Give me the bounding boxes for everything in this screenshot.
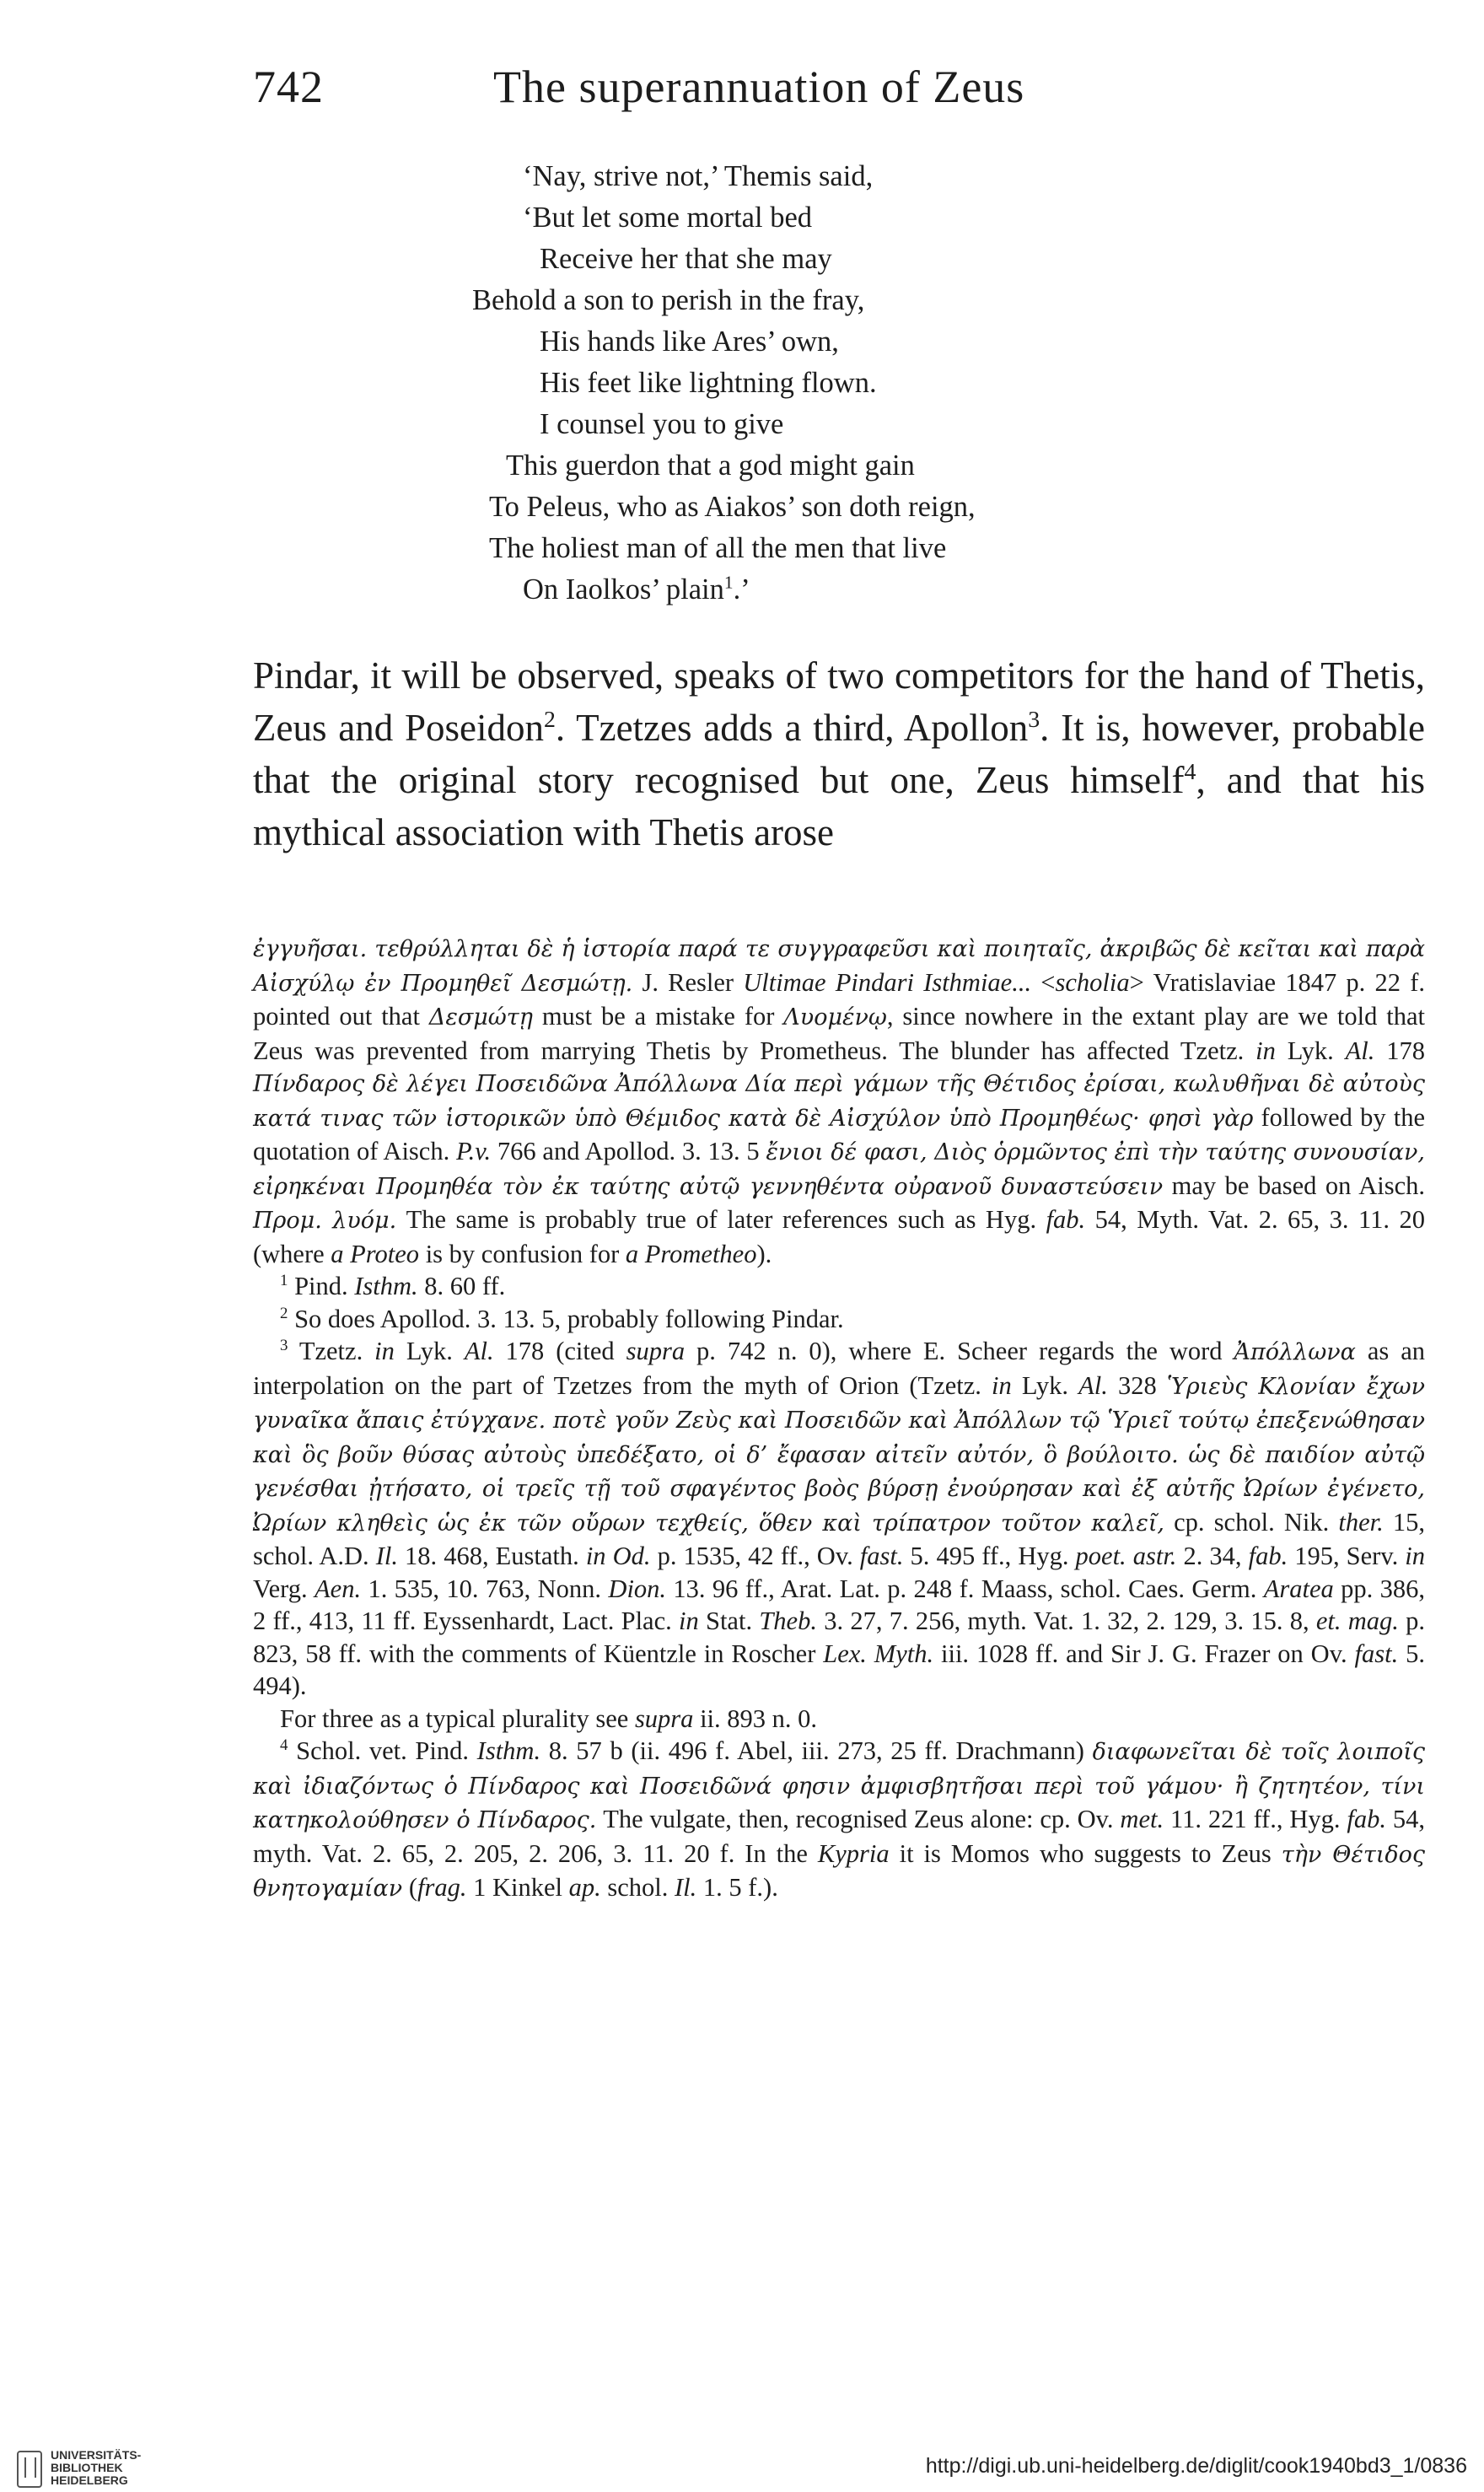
footnote-3 bbox=[253, 1335, 1425, 1703]
note-italic: Aratea bbox=[1263, 1574, 1334, 1603]
note-text: 18. 468, Eustath. bbox=[398, 1542, 586, 1570]
footnote-number: 2 bbox=[280, 1304, 288, 1322]
body-text: Pindar, it will be observed, speaks of two competitors for the hand of Thetis, Zeus and Poseidon bbox=[253, 654, 1425, 749]
source-url-link[interactable]: http://digi.ub.uni-heidelberg.de/diglit/cook1940bd3_1/0836 bbox=[925, 2454, 1467, 2478]
note-italic: supra bbox=[626, 1337, 686, 1365]
note-text: 54, Myth. Vat. 2. 65, 3. 11. 20 (where bbox=[253, 1205, 1425, 1268]
note-text: p. 742 n. 0), where E. Scheer regards the word bbox=[685, 1337, 1234, 1365]
greek-text: Προμ. λυόμ. bbox=[253, 1208, 397, 1234]
note-text: 178 (cited bbox=[493, 1337, 626, 1365]
note-text: 54, myth. Vat. 2. 65, 2. 205, 2. 206, 3. 11. 20 f. In the bbox=[253, 1805, 1425, 1868]
note-text: J. Resler bbox=[632, 967, 744, 997]
note-italic: in Od. bbox=[585, 1542, 651, 1570]
footnote-number: 1 bbox=[280, 1271, 288, 1289]
note-italic: Isthm. bbox=[354, 1272, 418, 1300]
note-text: must be a mistake for bbox=[532, 1002, 784, 1031]
note-italic: fast. bbox=[1354, 1639, 1399, 1668]
poem-text: .’ bbox=[733, 573, 750, 606]
note-italic: P.v. bbox=[455, 1137, 492, 1165]
footnotes bbox=[253, 932, 1425, 1906]
note-italic: Dion. bbox=[608, 1574, 667, 1603]
note-text: 195, Serv. bbox=[1288, 1542, 1406, 1570]
note-text: 13. 96 ff., Arat. Lat. p. 248 f. Maass, schol. Caes. Germ. bbox=[666, 1574, 1264, 1603]
page-header bbox=[253, 61, 1467, 137]
note-italic: Al. bbox=[464, 1337, 494, 1365]
note-italic: supra bbox=[634, 1703, 694, 1733]
note-text: iii. 1028 ff. and Sir J. G. Frazer on Ov. bbox=[933, 1639, 1355, 1668]
footnote-2 bbox=[253, 1303, 1425, 1336]
poem-line: This guerdon that a god might gain bbox=[506, 449, 915, 482]
footnote-ref: 2 bbox=[543, 707, 556, 733]
note-text: 1. 535, 10. 763, Nonn. bbox=[361, 1574, 609, 1603]
note-italic: Il. bbox=[674, 1873, 697, 1902]
note-italic: in bbox=[374, 1337, 395, 1365]
main-text bbox=[253, 649, 1425, 858]
note-text: Lyk. bbox=[394, 1337, 465, 1365]
greek-text: Λυομένῳ bbox=[783, 1004, 887, 1031]
note-italic: fab. bbox=[1046, 1205, 1086, 1234]
note-text: Schol. vet. Pind. bbox=[288, 1736, 477, 1765]
note-text: 766 and Apollod. 3. 13. 5 bbox=[491, 1137, 766, 1165]
greek-text: Δεσμώτῃ bbox=[428, 1004, 533, 1031]
footnote-number: 3 bbox=[280, 1336, 288, 1354]
note-italic: in bbox=[1405, 1542, 1426, 1570]
note-italic: ther. bbox=[1338, 1507, 1384, 1537]
note-italic: fab. bbox=[1248, 1542, 1288, 1570]
footer bbox=[0, 2446, 1484, 2492]
note-text: 15, schol. A.D. bbox=[253, 1507, 1425, 1570]
note-italic: in bbox=[1255, 1036, 1276, 1065]
note-text: ). bbox=[756, 1239, 772, 1268]
body-text: . Tzetzes adds a third, Apollon bbox=[555, 707, 1029, 749]
poem-text: On Iaolkos’ plain bbox=[523, 573, 724, 606]
note-italic: a Prometheo bbox=[625, 1239, 757, 1268]
note-text: , since nowhere in the extant play are we told that Zeus was prevented from marrying Thetis by Prometheus. The blunder has affected Tzetz. bbox=[253, 1002, 1425, 1065]
body-text: . It is, however, probable that the original story recognised but one, Zeus himself bbox=[253, 707, 1425, 801]
note-text: 11. 221 ff., Hyg. bbox=[1164, 1805, 1347, 1833]
note-italic: Aen. bbox=[315, 1574, 362, 1603]
note-italic: Il. bbox=[375, 1542, 398, 1570]
greek-text: Ὑριεὺς Κλονίαν ἔχων γυναῖκα ἄπαις ἐτύγχανε. ποτὲ γοῦν Ζεὺς καὶ Ποσειδῶν καὶ Ἀπόλλων τῷ Ὑριεῖ τούτῳ ἐπεξενώθησαν καὶ ὃς βοῦν θύσας αὐτοὺς ὑπεδέξατο, οἱ δ’ ἔφασαν αἰτεῖν αὐτόν, ὃ βούλοιτο. ὡς δὲ παιδίον αὐτῷ γενέσθαι ᾐτήσατο, οἱ τρεῖς τῇ τοῦ σφαγέντος βοὸς βύρσῃ ἐνούρησαν καὶ ἐξ αὐτῆς Ὠρίων ἐγένετο, Ὠρίων κληθεὶς ὡς ἐκ τῶν οὔρων τεχθείς, ὅθεν καὶ τρίπατρον τοῦτον καλεῖ, bbox=[253, 1373, 1425, 1537]
library-logo[interactable] bbox=[17, 2446, 202, 2489]
note-text: 3. 27, 7. 256, myth. Vat. 1. 32, 2. 129, 3. 15. 8, bbox=[816, 1607, 1316, 1635]
note-text: followed by the quotation of Aisch. bbox=[253, 1102, 1425, 1165]
footnote-3-addendum bbox=[253, 1703, 1425, 1736]
note-text: > Vratislaviae 1847 p. 22 f. pointed out that bbox=[253, 967, 1425, 1031]
note-italic: poet. astr. bbox=[1075, 1542, 1177, 1570]
logo-line: BIBLIOTHEK bbox=[51, 2461, 123, 2474]
note-text: 5. 495 ff., Hyg. bbox=[903, 1542, 1076, 1570]
library-name bbox=[51, 2449, 141, 2487]
footnote-ref: 1 bbox=[723, 572, 734, 593]
footnote-ref: 3 bbox=[1028, 707, 1040, 733]
footnote-4 bbox=[253, 1735, 1425, 1906]
poem-line bbox=[472, 569, 1231, 611]
poem-line: Receive her that she may bbox=[540, 243, 832, 275]
note-italic: Isthm. bbox=[476, 1736, 541, 1765]
footnote-1 bbox=[253, 1270, 1425, 1303]
note-italic: in bbox=[679, 1607, 699, 1635]
logo-line: UNIVERSITÄTS- bbox=[51, 2448, 142, 2462]
university-seal-icon bbox=[17, 2451, 42, 2488]
greek-text: Πίνδαρος δὲ λέγει Ποσειδῶνα Ἀπόλλωνα Δία περὶ γάμων τῆς Θέτιδος ἐρίσαι, κωλυθῆναι δὲ αὐτοὺς κατά τινας τῶν ἱστορικῶν ὑπὸ Θέμιδος κατὰ δὲ Αἰσχύλον ὑπὸ Προμηθέως· φησὶ γὰρ bbox=[253, 1071, 1425, 1132]
note-italic: et. mag. bbox=[1315, 1607, 1399, 1635]
poem-line: To Peleus, who as Aiakos’ son doth reign, bbox=[489, 491, 976, 523]
note-text: ( bbox=[402, 1873, 417, 1902]
note-italic: in bbox=[992, 1370, 1012, 1400]
footnote-continued bbox=[253, 932, 1425, 1270]
note-text: So does Apollod. 3. 13. 5, probably following Pindar. bbox=[288, 1304, 844, 1333]
footnote-ref: 4 bbox=[1184, 759, 1196, 785]
note-italic: Kypria bbox=[817, 1838, 890, 1868]
poem-line: His feet like lightning flown. bbox=[540, 367, 877, 399]
note-text: Lyk. bbox=[1275, 1036, 1346, 1065]
poem-line: ‘Nay, strive not,’ Themis said, bbox=[523, 160, 874, 192]
note-text: 8. 57 b (ii. 496 f. Abel, iii. 273, 25 ff. Drachmann) bbox=[540, 1736, 1093, 1765]
running-title: The superannuation of Zeus bbox=[493, 62, 1025, 112]
poem-line: ‘But let some mortal bed bbox=[523, 202, 813, 234]
note-text: 1. 5 f.). bbox=[696, 1873, 778, 1902]
note-italic: Theb. bbox=[759, 1607, 817, 1635]
note-text: Verg. bbox=[253, 1574, 315, 1603]
note-text: ii. 893 n. 0. bbox=[693, 1703, 818, 1733]
greek-text: ἔνιοι δέ φασι, Διὸς ὁρμῶντος ἐπὶ τὴν ταύτης συνουσίαν, εἰρηκέναι Προμηθέα τὸν ἐκ ταύτης αὐτῷ γεννηθέντα οὐρανοῦ δυναστεύσειν bbox=[253, 1139, 1425, 1200]
note-text: The vulgate, then, recognised Zeus alone: cp. Ov. bbox=[596, 1805, 1121, 1833]
note-italic: met. bbox=[1120, 1805, 1164, 1833]
note-text: For three as a typical plurality see bbox=[280, 1703, 635, 1733]
note-text: schol. bbox=[600, 1873, 675, 1902]
note-text: 8. 60 ff. bbox=[417, 1272, 506, 1300]
note-text: as an interpolation on the part of Tzetzes from the myth of Orion (Tzetz. bbox=[253, 1337, 1425, 1400]
note-text: p. 1535, 42 ff., Ov. bbox=[650, 1542, 860, 1570]
note-italic: Ultimae Pindari Isthmiae... bbox=[743, 967, 1032, 997]
note-text: Tzetz. bbox=[288, 1337, 375, 1365]
page-number: 742 bbox=[253, 62, 324, 112]
note-text: pp. 386, 2 ff., 413, 11 ff. Eyssenhardt, Lact. Plac. bbox=[253, 1574, 1426, 1635]
note-italic: Lex. Myth. bbox=[823, 1639, 934, 1668]
note-text: 2. 34, bbox=[1176, 1542, 1249, 1570]
note-italic: fast. bbox=[859, 1542, 904, 1570]
note-text: Lyk. bbox=[1011, 1370, 1079, 1400]
note-text: 1 Kinkel bbox=[466, 1873, 569, 1902]
note-text: 178 bbox=[1374, 1036, 1425, 1065]
note-italic: ap. bbox=[568, 1873, 601, 1902]
poem-quotation bbox=[472, 156, 1231, 611]
greek-text: ἐγγυῆσαι. τεθρύλληται δὲ ἡ ἱστορία παρά τε συγγραφεῦσι καὶ ποιηταῖς, ἀκριβῶς δὲ κεῖται καὶ παρὰ Αἰσχύλῳ ἐν Προμηθεῖ Δεσμώτῃ. bbox=[253, 936, 1425, 997]
note-italic: fab. bbox=[1347, 1805, 1386, 1833]
logo-line: HEIDELBERG bbox=[51, 2473, 128, 2487]
body-text: , and that his mythical association with Thetis arose bbox=[253, 759, 1426, 853]
poem-line: The holiest man of all the men that live bbox=[489, 532, 947, 564]
note-text: Pind. bbox=[288, 1272, 355, 1300]
note-italic: Al. bbox=[1078, 1370, 1108, 1400]
note-text: it is Momos who suggests to Zeus bbox=[889, 1838, 1282, 1868]
note-italic: scholia bbox=[1055, 967, 1130, 997]
poem-line: I counsel you to give bbox=[540, 408, 784, 440]
poem-line: Behold a son to perish in the fray, bbox=[472, 284, 865, 316]
note-italic: a Proteo bbox=[331, 1239, 420, 1268]
note-text: may be based on Aisch. bbox=[1163, 1171, 1426, 1200]
footnote-number: 4 bbox=[280, 1736, 288, 1754]
note-text: is by confusion for bbox=[419, 1239, 626, 1268]
note-text: cp. schol. Nik. bbox=[1164, 1507, 1339, 1537]
note-text: The same is probably true of later references such as Hyg. bbox=[396, 1205, 1046, 1234]
greek-text: διαφωνεῖται δὲ τοῖς λοιποῖς καὶ ἰδιαζόντως ὁ Πίνδαρος καὶ Ποσειδῶνά φησιν ἀμφισβητῆσαι περὶ τοῦ γάμου· ἢ ζητητέον, τίνι κατηκολούθησεν ὁ Πίνδαρος. bbox=[253, 1739, 1426, 1833]
note-text: Stat. bbox=[698, 1607, 760, 1635]
greek-text: τὴν Θέτιδος θνητογαμίαν bbox=[253, 1841, 1425, 1902]
note-italic: Al. bbox=[1345, 1036, 1375, 1065]
note-text: 328 bbox=[1107, 1370, 1167, 1400]
note-text: p. 823, 58 ff. with the comments of Küentzle in Roscher bbox=[253, 1607, 1426, 1668]
body-paragraph bbox=[253, 649, 1425, 858]
note-text: 5. 494). bbox=[253, 1639, 1425, 1700]
poem-line: His hands like Ares’ own, bbox=[540, 326, 839, 358]
note-italic: frag. bbox=[417, 1873, 467, 1902]
note-text: < bbox=[1031, 967, 1056, 997]
greek-text: Ἀπόλλωνα bbox=[1234, 1339, 1356, 1365]
